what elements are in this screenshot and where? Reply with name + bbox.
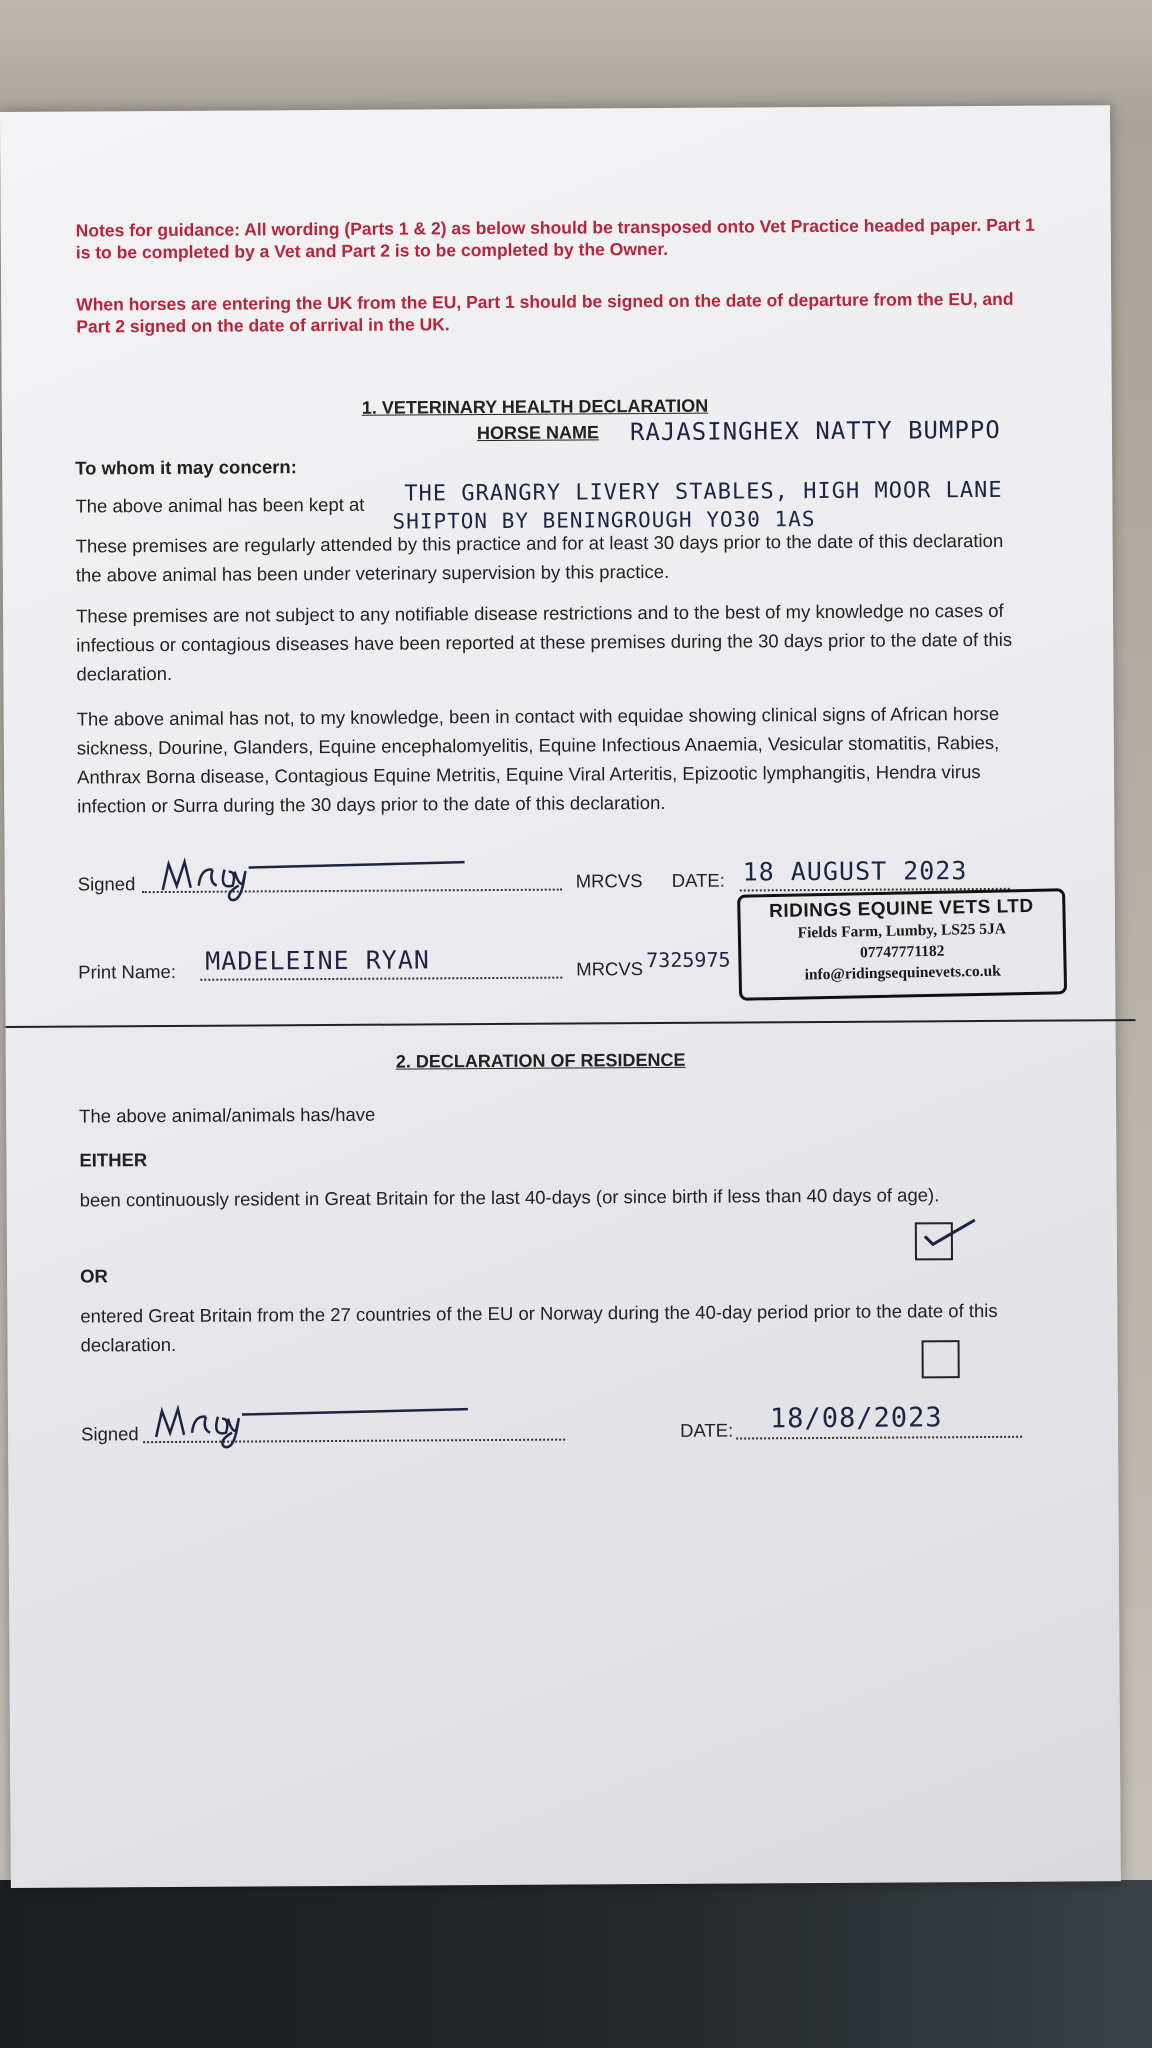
date-label-1: DATE: [671,869,725,891]
section-divider [6,1019,1136,1028]
check-mark-icon [923,1214,983,1254]
mrcvs-label-2: MRCVS [576,958,644,980]
print-name-label: Print Name: [78,960,176,983]
option-2-text: entered Great Britain from the 27 countries of the EU or Norway during the 40-day period prior to the date of this declaration. [80,1299,998,1356]
background-table [0,1880,1152,2048]
signature-2 [148,1391,478,1453]
print-name-line [200,977,562,981]
signed-label-2: Signed [81,1423,139,1445]
option-1-text: been continuously resident in Great Britain for the last 40-days (or since birth if less than 40 days of age). [79,1184,940,1211]
part2-heading: 2. DECLARATION OF RESIDENCE [395,1049,686,1072]
date-line-2 [736,1436,1022,1440]
guidance-note-1: Notes for guidance: All wording (Parts 1 & 2) as below should be transposed onto Vet Practice headed paper. Part 1 is to be completed by a Vet and Part 2 is to be completed by the Owner. [75,214,1035,263]
option-1-checkbox[interactable] [915,1222,953,1260]
mrcvs-number: 7325975 [646,947,731,973]
print-name-value: MADELEINE RYAN [205,945,430,976]
declaration-document [0,105,1121,1888]
kept-at-line-1: THE GRANGRY LIVERY STABLES, HIGH MOOR LANE [404,477,1003,507]
stamp-title: RIDINGS EQUINE VETS LTD [768,895,1034,923]
para-restrictions: These premises are not subject to any notifiable disease restrictions and to the best of my knowledge no cases of infectious or contagious diseases have been reported at these premises during the 30 days prior to the date of this declaration. [76,599,1013,685]
option-2-checkbox[interactable] [922,1340,960,1378]
date-value-1: 18 AUGUST 2023 [742,856,968,887]
para-attended: These premises are regularly attended by this practice and for at least 30 days prior to the date of this declaration the above animal has been under veterinary supervision by this practice. [75,529,1004,586]
stamp-address: Fields Farm, Lumby, LS25 5JA [797,920,1007,942]
horse-name-label: HORSE NAME [476,422,600,444]
to-whom-label: To whom it may concern: [75,456,297,479]
or-label: OR [80,1265,108,1287]
horse-name-value: RAJASINGHEX NATTY BUMPPO [629,415,1001,447]
signed-label-1: Signed [77,873,136,895]
date-value-2: 18/08/2023 [769,1402,943,1435]
kept-at-line-2: SHIPTON BY BENINGROUGH YO30 1AS [392,507,816,534]
para-contact: The above animal has not, to my knowledge, been in contact with equidae showing clinical signs of African horse sickness, Dourine, Glanders, Equine encephalomyelitis, Equine Infectious Anaemia, Vesicular stomatitis, Rabies, Anthrax Borna disease, Contagious Equine Metritis, Equine Viral Arteritis, Epizootic lymphangitis, Hendra virus infection or Surra during the 30 days prior to the date of this declaration. [76,702,1000,817]
kept-at-label: The above animal has been kept at [75,493,365,517]
either-label: EITHER [79,1149,148,1171]
stamp-phone: 07747771182 [859,942,945,962]
part2-intro: The above animal/animals has/have [79,1103,376,1127]
part1-heading: 1. VETERINARY HEALTH DECLARATION [361,395,709,418]
mrcvs-label-1: MRCVS [575,870,643,892]
stamp-email: info@ridingsequinevets.co.uk [804,962,1001,984]
date-label-2: DATE: [680,1419,734,1441]
guidance-note-2: When horses are entering the UK from the EU, Part 1 should be signed on the date of departure from the EU, and Part 2 signed on the date of arrival in the UK. [76,288,1014,337]
practice-stamp [737,888,1067,1001]
signature-1 [154,844,474,906]
